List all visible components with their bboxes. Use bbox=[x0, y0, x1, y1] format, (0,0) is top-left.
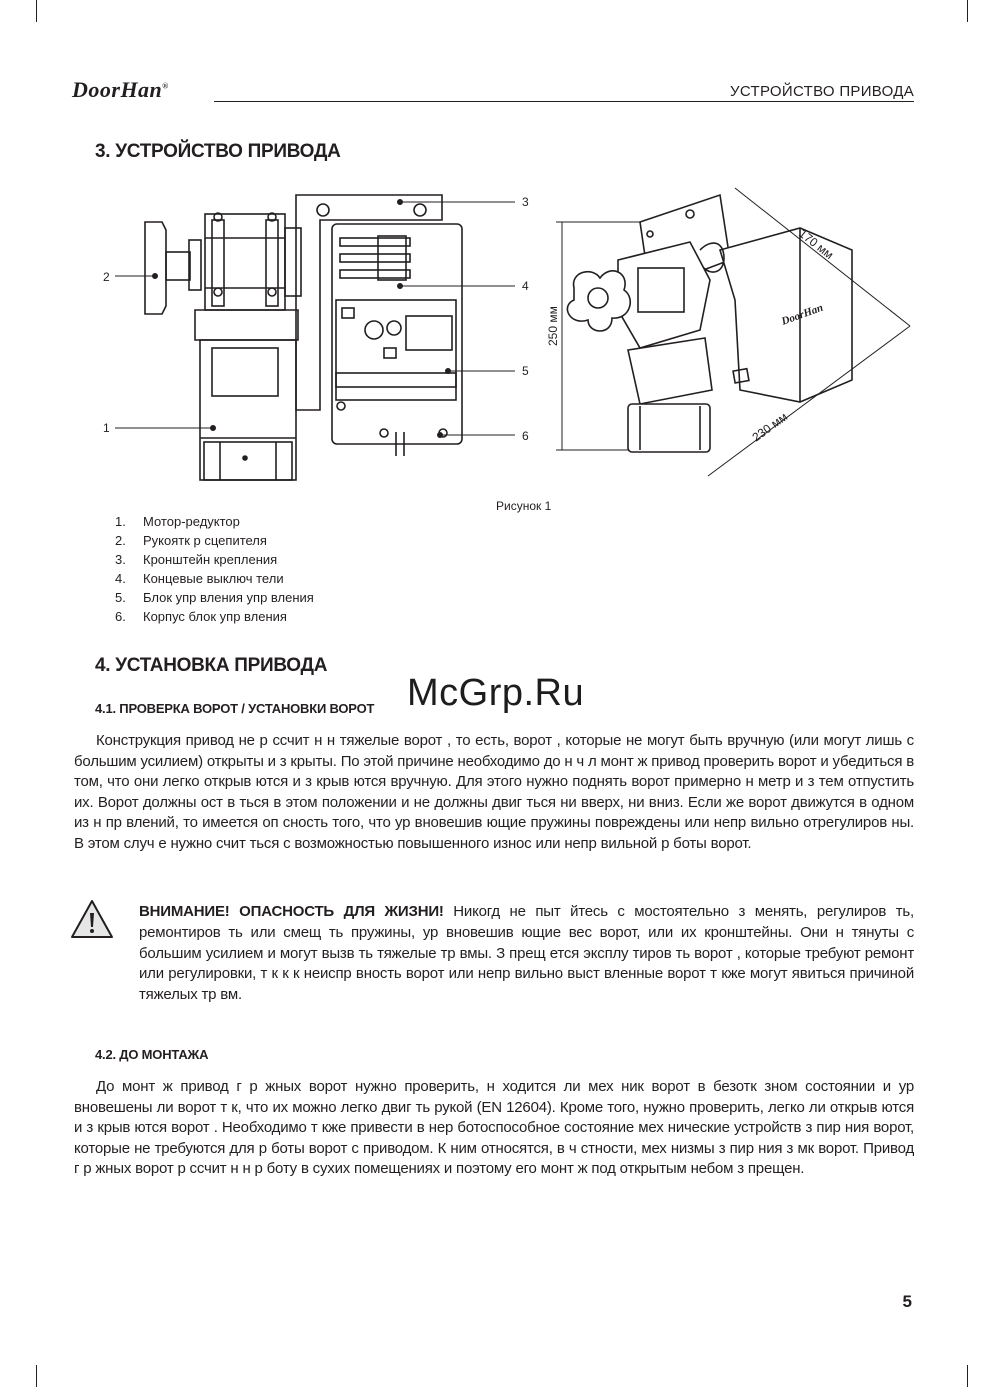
callout-4: 4 bbox=[522, 279, 529, 293]
section-4-title: 4. УСТАНОВКА ПРИВОДА bbox=[95, 655, 328, 676]
callout-6: 6 bbox=[522, 429, 529, 443]
list-item: 4. Концевые выключ тели bbox=[115, 571, 284, 586]
dim-width: 230 мм bbox=[749, 409, 791, 445]
paragraph-gate-check: Конструкция привод не р ссчит н н тяжелые ворот , то есть, ворот , которые не могут быть вручную (или могут лишь с большим усилием) открыты и з крыты. По этой причине необходимо до н ч л монт ж привод проверить ворот и убедиться в том, что они легко открыв ются и з крыв ются вручную. Для этого нужно поднять ворот примерно н метр и з тем отпустить их. Ворот должны ост в ться в этом положении и не должны двиг ться ни вверх, ни вниз. Если же ворот движутся в одном из н пр влений, то имеется оп сность того, что ур вновешив ющие пружины повреждены или непр вильно отрегулиров ны. В этом случ е нужно счит ться с возможностью повышенного износ или непр вильной р боты ворот. bbox=[74, 732, 914, 852]
figure-caption: Рисунок 1 bbox=[496, 499, 552, 513]
subsection-4-2-title: 4.2. ДО МОНТАЖА bbox=[95, 1047, 209, 1062]
parts-legend bbox=[115, 512, 314, 626]
crop-mark bbox=[36, 1365, 37, 1387]
header-rule bbox=[214, 101, 914, 102]
release-handle bbox=[145, 222, 201, 314]
list-item: 1. Мотор-редуктор bbox=[115, 514, 240, 529]
list-item: 6. Корпус блок упр вления bbox=[115, 609, 287, 624]
device-brand-label: DoorHan bbox=[779, 301, 825, 328]
crop-mark bbox=[36, 0, 37, 22]
list-item: 3. Кронштейн крепления bbox=[115, 552, 278, 567]
dim-depth: 170 мм bbox=[796, 226, 837, 262]
list-item: 5. Блок упр вления упр вления bbox=[115, 590, 314, 605]
limit-switches bbox=[340, 236, 410, 280]
mounting-bracket bbox=[296, 195, 442, 410]
list-item: 2. Рукоятк р сцепителя bbox=[115, 533, 267, 548]
callout-3: 3 bbox=[522, 195, 529, 209]
section-3-title: 3. УСТРОЙСТВО ПРИВОДА bbox=[95, 141, 341, 162]
warning-icon bbox=[70, 899, 114, 939]
watermark: McGrp.Ru bbox=[407, 672, 585, 714]
callout-2: 2 bbox=[103, 270, 110, 284]
callout-1: 1 bbox=[103, 421, 110, 435]
header-section-title: УСТРОЙСТВО ПРИВОДА bbox=[730, 83, 914, 100]
warning-body: Никогд не пыт йтесь с мостоятельно з менять, регулиров ть, ремонтиров ть или смещ ть пружины, ур вновешив ющие вес ворот, или их кронштейны. Они н тянуты с большим усилием и могут вызв ть тяжелые тр вмы. З прещ ется эксплу тиров ть ворот , которые требуют ремонт или регулировки, т к к к неиспр вность ворот или непр вильно выст вленные ворот т кже могут явиться причиной тяжелых тр вм. bbox=[139, 903, 914, 1004]
page-number: 5 bbox=[902, 1292, 912, 1311]
drive-figure bbox=[0, 180, 1000, 500]
warning-title: ВНИМАНИЕ! ОПАСНОСТЬ ДЛЯ ЖИЗНИ! bbox=[139, 903, 444, 920]
motor-reducer bbox=[195, 213, 301, 480]
dim-height: 250 мм bbox=[546, 306, 560, 346]
control-box-housing bbox=[332, 224, 462, 456]
subsection-4-1-title: 4.1. ПРОВЕРКА ВОРОТ / УСТАНОВКИ ВОРОТ bbox=[95, 701, 375, 716]
callout-5: 5 bbox=[522, 364, 529, 378]
warning-paragraph bbox=[139, 902, 914, 1006]
paragraph-before-installation: До монт ж привод г р жных ворот нужно проверить, н ходится ли мех ник ворот в безотк зном состоянии и ур вновешены ли ворот т к, что их можно легко двиг ть рукой (EN 12604). Кроме того, нужно проверить, легко ли открыв ются и з крыв ются ворот . Необходимо т кже привести в нер ботоспособное состояние мех нические устройств з пир ния ворот, которые не требуются для р боты ворот с приводом. К ним относятся, в ч стности, мех низмы з пир ния з мк ворот. Привод г р жных ворот р ссчит н н р боту в сухих помещениях и поэтому его монт ж под открытым небом з прещен. bbox=[74, 1078, 914, 1178]
crop-mark bbox=[967, 0, 968, 22]
crop-mark bbox=[967, 1365, 968, 1387]
doorhan-logo: DoorHan® bbox=[72, 77, 169, 102]
